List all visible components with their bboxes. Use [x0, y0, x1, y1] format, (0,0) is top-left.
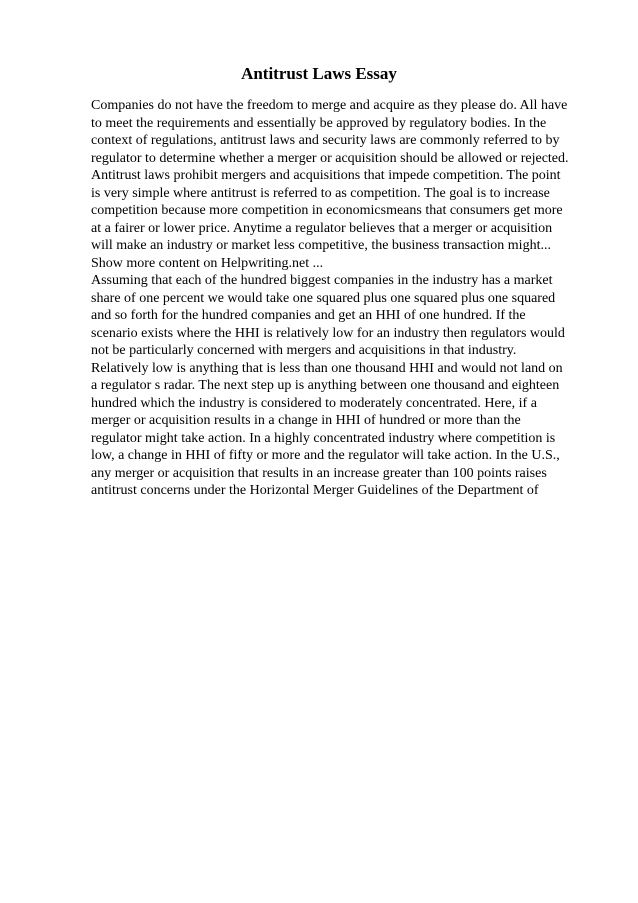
- body-text-line: at a fairer or lower price. Anytime a regulator believes that a merger or acquisition: [91, 220, 553, 236]
- body-text-line: to meet the requirements and essentially be approved by regulatory bodies. In the: [91, 115, 547, 131]
- body-text-line: scenario exists where the HHI is relatively low for an industry then regulators would: [91, 325, 565, 341]
- body-text-line: regulator might take action. In a highly concentrated industry where competition is: [91, 430, 556, 446]
- body-text-line: regulator to determine whether a merger or acquisition should be allowed or rejected.: [91, 150, 569, 166]
- body-text-line: Assuming that each of the hundred biggest companies in the industry has a market: [91, 273, 553, 288]
- document-title: Antitrust Laws Essay: [241, 64, 397, 83]
- document-body: [91, 97, 591, 500]
- body-text-line: antitrust concerns under the Horizontal Merger Guidelines of the Department of: [91, 483, 539, 498]
- body-text-line: Antitrust laws prohibit mergers and acquisitions that impede competition. The point: [91, 168, 561, 183]
- body-text-line: low, a change in HHI of fifty or more and the regulator will take action. In the U.S.,: [91, 448, 560, 463]
- body-text-line: Relatively low is anything that is less than one thousand HHI and would not land on: [91, 360, 563, 376]
- body-text-line: will make an industry or market less competitive, the business transaction might...: [91, 238, 551, 253]
- body-text-line: merger or acquisition results in a change in HHI of hundred or more than the: [91, 413, 521, 428]
- body-text-line: hundred which the industry is considered to moderately concentrated. Here, if a: [91, 395, 537, 411]
- body-text-line: Companies do not have the freedom to merge and acquire as they please do. All have: [91, 98, 568, 113]
- body-text-line: is very simple where antitrust is referred to as competition. The goal is to increase: [91, 185, 550, 201]
- body-text-line: Show more content on Helpwriting.net ...: [91, 255, 324, 271]
- body-text-line: any merger or acquisition that results in an increase greater than 100 points raises: [91, 465, 547, 481]
- body-text-line: share of one percent we would take one squared plus one squared plus one squared: [91, 290, 556, 306]
- body-text-line: not be particularly concerned with mergers and acquisitions in that industry.: [91, 343, 517, 358]
- body-text-line: competition because more competition in economicsmeans that consumers get more: [91, 203, 563, 218]
- body-text-line: context of regulations, antitrust laws and security laws are commonly referred to by: [91, 133, 560, 148]
- body-text-line: a regulator s radar. The next step up is anything between one thousand and eighteen: [91, 378, 560, 393]
- body-text-line: and so forth for the hundred companies and get an HHI of one hundred. If the: [91, 308, 526, 323]
